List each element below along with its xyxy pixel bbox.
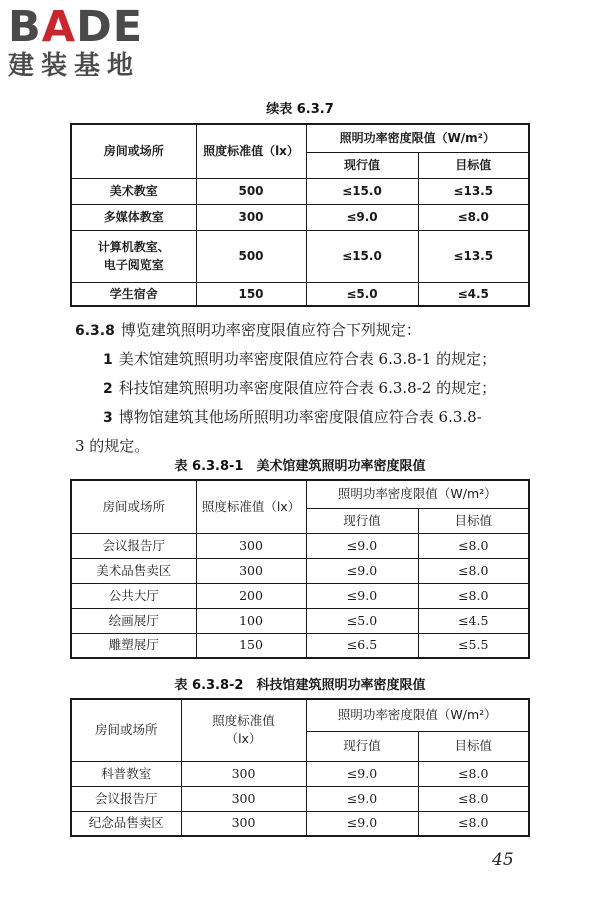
header-target: 目标值: [418, 152, 529, 178]
table-3: [70, 698, 530, 837]
table-2: [70, 479, 530, 659]
table-row: 多媒体教室 300 ≤9.0 ≤8.0: [71, 204, 529, 230]
header-illuminance: 照度标准值（lx）: [196, 480, 306, 533]
clause-item: 3 博物馆建筑其他场所照明功率密度限值应符合表 6.3.8-: [103, 408, 482, 426]
clause-item: 1 美术馆建筑照明功率密度限值应符合表 6.3.8-1 的规定；: [103, 350, 497, 368]
clause-heading: 6.3.8 博览建筑照明功率密度限值应符合下列规定：: [75, 321, 421, 339]
table-row: 美术教室 500 ≤15.0 ≤13.5: [71, 178, 529, 204]
table-1-caption: 续表 6.3.7: [266, 102, 334, 117]
header-lpd: 照明功率密度限值（W/m²）: [306, 699, 529, 731]
table-row: 学生宿舍 150 ≤5.0 ≤4.5: [71, 282, 529, 306]
header-illuminance: 照度标准值 （lx）: [181, 699, 306, 761]
header-current: 现行值: [306, 731, 418, 761]
table-row: 美术品售卖区 300 ≤9.0 ≤8.0: [71, 558, 529, 583]
table-2-caption: 表 6.3.8-1 美术馆建筑照明功率密度限值: [174, 459, 426, 474]
clause-item: 2 科技馆建筑照明功率密度限值应符合表 6.3.8-2 的规定；: [103, 379, 497, 397]
table-row: 会议报告厅 300 ≤9.0 ≤8.0: [71, 533, 529, 558]
header-illuminance: 照度标准值（lx）: [196, 124, 306, 178]
header-target: 目标值: [418, 508, 529, 533]
table-row: 雕塑展厅 150 ≤6.5 ≤5.5: [71, 633, 529, 658]
header-room: 房间或场所: [71, 480, 196, 533]
page-number: 45: [492, 850, 514, 870]
table-row: 科普教室 300 ≤9.0 ≤8.0: [71, 761, 529, 786]
header-target: 目标值: [418, 731, 529, 761]
table-row: 公共大厅 200 ≤9.0 ≤8.0: [71, 583, 529, 608]
table-row: 纪念品售卖区 300 ≤9.0 ≤8.0: [71, 811, 529, 836]
header-lpd: 照明功率密度限值（W/m²）: [306, 480, 529, 508]
table-row: 计算机教室、 电子阅览室 500 ≤15.0 ≤13.5: [71, 230, 529, 282]
clause-6-3-8: [75, 316, 535, 460]
header-room: 房间或场所: [71, 124, 196, 178]
table-3-caption: 表 6.3.8-2 科技馆建筑照明功率密度限值: [174, 678, 426, 693]
logo-wordmark: BADE: [8, 2, 144, 52]
header-current: 现行值: [306, 508, 418, 533]
brand-logo: [8, 4, 188, 82]
table-row: 会议报告厅 300 ≤9.0 ≤8.0: [71, 786, 529, 811]
clause-item-continuation: 3 的规定。: [75, 437, 150, 455]
header-room: 房间或场所: [71, 699, 181, 761]
header-lpd: 照明功率密度限值（W/m²）: [306, 124, 529, 152]
table-1: [70, 123, 530, 307]
header-current: 现行值: [306, 152, 418, 178]
table-row: 绘画展厅 100 ≤5.0 ≤4.5: [71, 608, 529, 633]
logo-subtitle: 建装基地: [8, 51, 141, 81]
